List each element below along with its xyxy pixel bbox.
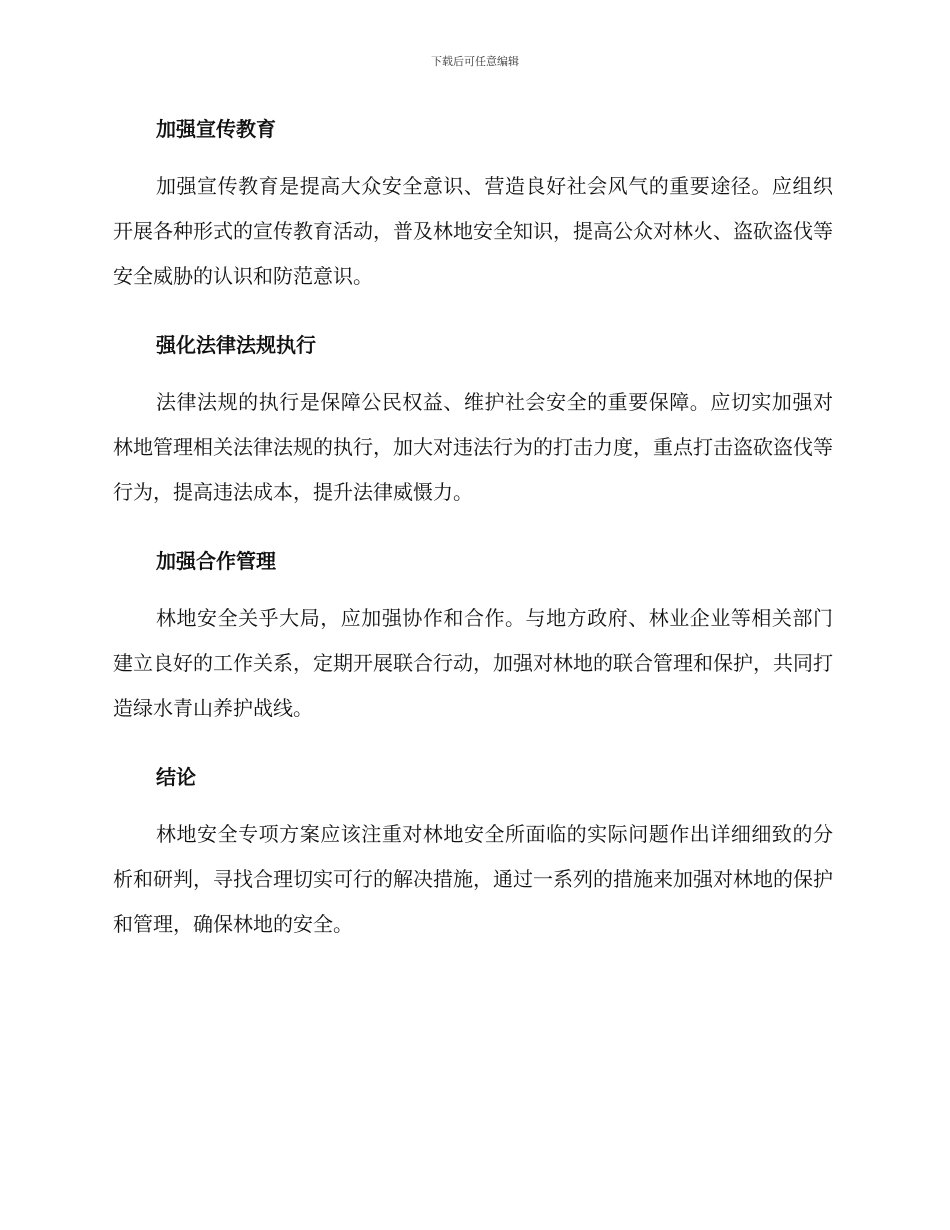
- section-cooperation-management: [113, 538, 833, 731]
- section-paragraph: 林地安全专项方案应该注重对林地安全所面临的实际问题作出详细细致的分析和研判，寻找合理切实可行的解决措施，通过一系列的措施来加强对林地的保护和管理，确保林地的安全。: [113, 822, 833, 936]
- section-paragraph: 法律法规的执行是保障公民权益、维护社会安全的重要保障。应切实加强对林地管理相关法律法规的执行，加大对违法行为的打击力度，重点打击盗砍盗伐等行为，提高违法成本，提升法律威慑力。: [113, 390, 833, 504]
- section-conclusion: [113, 754, 833, 947]
- page-header-note: 下载后可任意编辑: [431, 55, 519, 68]
- section-heading: 强化法律法规执行: [156, 333, 316, 357]
- document-body: [113, 106, 833, 970]
- section-heading: 结论: [156, 765, 196, 789]
- section-paragraph: 加强宣传教育是提高大众安全意识、营造良好社会风气的重要途径。应组织开展各种形式的宣传教育活动，普及林地安全知识，提高公众对林火、盗砍盗伐等安全威胁的认识和防范意识。: [113, 174, 833, 288]
- section-heading: 加强合作管理: [156, 549, 276, 573]
- section-paragraph: 林地安全关乎大局，应加强协作和合作。与地方政府、林业企业等相关部门建立良好的工作关系，定期开展联合行动，加强对林地的联合管理和保护，共同打造绿水青山养护战线。: [113, 606, 833, 720]
- section-law-enforcement: [113, 322, 833, 515]
- section-heading: 加强宣传教育: [156, 117, 276, 141]
- section-publicity-education: [113, 106, 833, 299]
